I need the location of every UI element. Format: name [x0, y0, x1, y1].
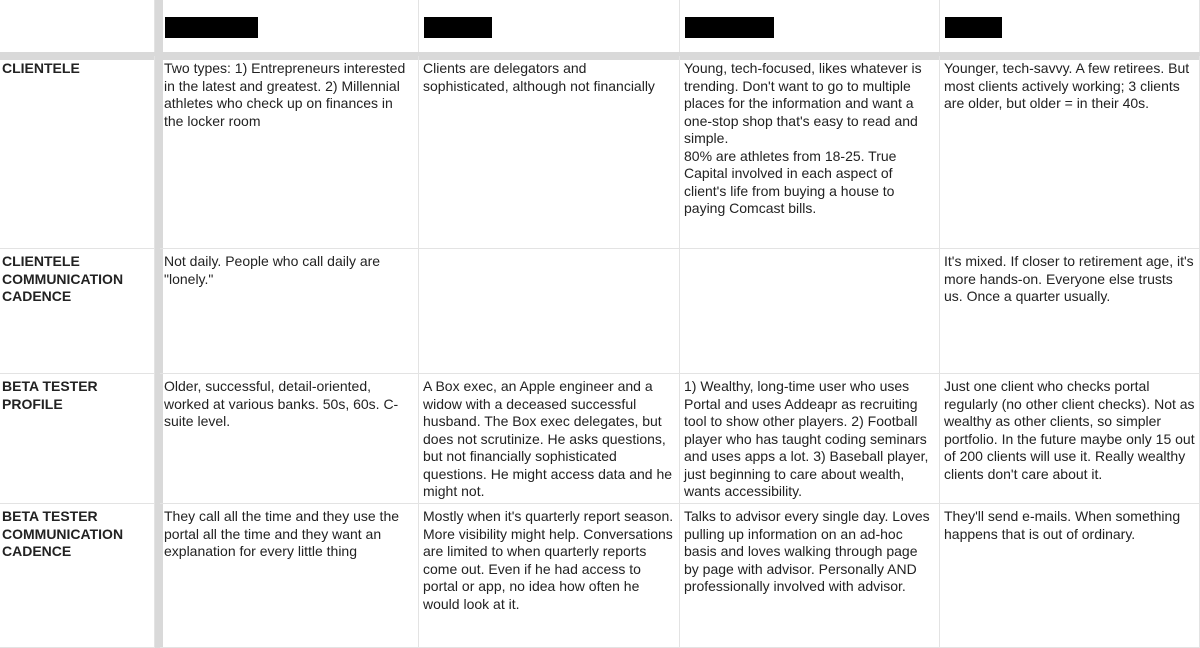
- row-label-clientele: CLIENTELE: [0, 56, 155, 249]
- header-corner-cell: [0, 0, 155, 52]
- row-label-beta-tester-profile: BETA TESTER PROFILE: [0, 374, 155, 504]
- table-cell: [419, 249, 680, 374]
- row-label-beta-tester-communication-cadence: BETA TESTER COMMUNICATION CADENCE: [0, 504, 155, 648]
- table-cell: Just one client who checks portal regularly (no other client checks). Not as wealthy as other clients, so simpler portfolio. In the future maybe only 15 out of 200 clients will use it. Really wealthy clients don't care about it.: [940, 374, 1200, 504]
- table-cell: Younger, tech-savvy. A few retirees. But most clients actively working; 3 clients are older, but older = in their 40s.: [940, 56, 1200, 249]
- table-cell: A Box exec, an Apple engineer and a widow with a deceased successful husband. The Box exec delegates, but does not scrutinize. He asks questions, but not financially sophisticated questions. He might access data and he might not.: [419, 374, 680, 504]
- table-cell: Older, successful, detail-oriented, worked at various banks. 50s, 60s. C-suite level.: [160, 374, 419, 504]
- table-cell: Talks to advisor every single day. Loves pulling up information on an ad-hoc basis and loves walking through page by page with advisor. Personally AND professionally involved with advisor.: [680, 504, 940, 648]
- redacted-name-block: [165, 17, 258, 38]
- table-cell: Not daily. People who call daily are "lonely.": [160, 249, 419, 374]
- column-header-2: [419, 0, 680, 52]
- redacted-name-block: [685, 17, 774, 38]
- column-header-4: [940, 0, 1200, 52]
- column-header-1: [160, 0, 419, 52]
- row-label-clientele-communication-cadence: CLIENTELE COMMUNICATION CADENCE: [0, 249, 155, 374]
- table-cell: Two types: 1) Entrepreneurs interested in the latest and greatest. 2) Millennial athletes who check up on finances in the locker room: [160, 56, 419, 249]
- table-cell: Young, tech-focused, likes whatever is trending. Don't want to go to multiple places for the information and want a one-stop shop that's easy to read and simple. 80% are athletes from 18-25. True Capital involved in each aspect of client's life from buying a house to paying Comcast bills.: [680, 56, 940, 249]
- table-cell: [680, 249, 940, 374]
- table-cell: It's mixed. If closer to retirement age, it's more hands-on. Everyone else trusts us. Once a quarter usually.: [940, 249, 1200, 374]
- column-header-3: [680, 0, 940, 52]
- table-cell: They call all the time and they use the portal all the time and they want an explanation for every little thing: [160, 504, 419, 648]
- redacted-name-block: [424, 17, 492, 38]
- table-cell: Mostly when it's quarterly report season. More visibility might help. Conversations are limited to when quarterly reports come out. Even if he had access to portal or app, no idea how often he would look at it.: [419, 504, 680, 648]
- table-cell: Clients are delegators and sophisticated, although not financially: [419, 56, 680, 249]
- table-cell: 1) Wealthy, long-time user who uses Portal and uses Addeapr as recruiting tool to show other players. 2) Football player who has taught coding seminars and uses apps a lot. 3) Baseball player, just beginning to care about wealth, wants accessibility.: [680, 374, 940, 504]
- table-cell: They'll send e-mails. When something happens that is out of ordinary.: [940, 504, 1200, 648]
- redacted-name-block: [945, 17, 1002, 38]
